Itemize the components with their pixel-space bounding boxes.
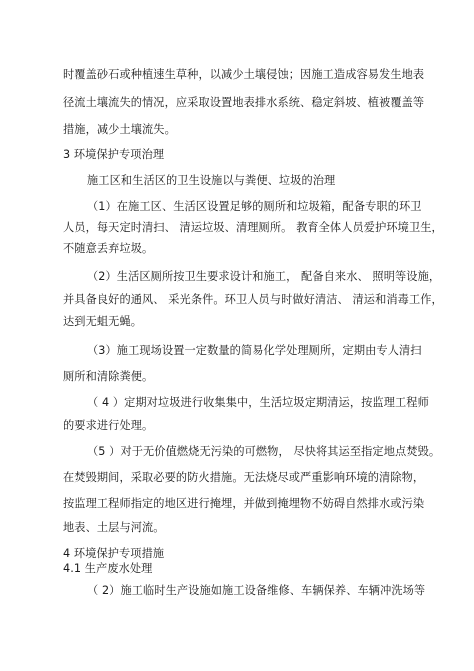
- body-text-line: 不随意丢弃垃圾。: [63, 242, 154, 255]
- body-text-line: 径流土壤流失的情况，应采取设置地表排水系统、稳定斜坡、植被覆盖等: [63, 96, 425, 109]
- body-text-line: 在焚毁期间，采取必要的防火措施。无法烧尽或严重影响环境的清除物，: [63, 471, 425, 484]
- body-text-line: 按监理工程师指定的地区进行掩埋，并做到掩埋物不妨碍自然排水或污染: [63, 497, 425, 510]
- section-heading: 4 环境保护专项措施: [63, 547, 165, 560]
- body-text-line: 人员，每天定时清扫、 清运垃圾、清理厕所。 教育全体人员爱护环境卫生，: [63, 221, 443, 234]
- body-text-line: （1）在施工区、生活区设置足够的厕所和垃圾箱，配备专职的环卫: [87, 200, 422, 213]
- body-text-line: （2）生活区厕所按卫生要求设计和施工， 配备自来水、 照明等设施，: [87, 270, 441, 283]
- body-text-line: （3）施工现场设置一定数量的简易化学处理厕所，定期由专人清扫: [87, 344, 422, 357]
- body-text-line: 的要求进行处理。: [63, 419, 154, 432]
- body-text-line: 措施，减少土壤流失。: [63, 123, 176, 136]
- body-text-line: （5 ）对于无价值燃烧无污染的可燃物， 尽快将其运至指定地点焚毁。: [87, 445, 441, 458]
- body-text-line: 时覆盖砂石或种植速生草种，以减少土壤侵蚀；因施工造成容易发生地表: [63, 68, 425, 81]
- body-text-line: 达到无蛆无蝇。: [63, 315, 143, 328]
- subsection-heading: 4.1 生产废水处理: [63, 562, 153, 575]
- body-text-line: 厕所和清除粪便。: [63, 370, 154, 383]
- subsection-heading: 施工区和生活区的卫生设施以与粪便、垃圾的治理: [87, 174, 336, 187]
- body-text-line: （ 2）施工临时生产设施如施工设备维修、车辆保养、车辆冲洗场等: [87, 584, 426, 597]
- body-text-line: （ 4 ）定期对垃圾进行收集集中，生活垃圾定期清运，按监理工程师: [87, 396, 429, 409]
- body-text-line: 地表、土层与河流。: [63, 521, 165, 534]
- section-heading: 3 环境保护专项治理: [63, 148, 165, 161]
- body-text-line: 并具备良好的通风、 采光条件。环卫人员与时做好清洁、 清运和消毒工作，: [63, 293, 443, 306]
